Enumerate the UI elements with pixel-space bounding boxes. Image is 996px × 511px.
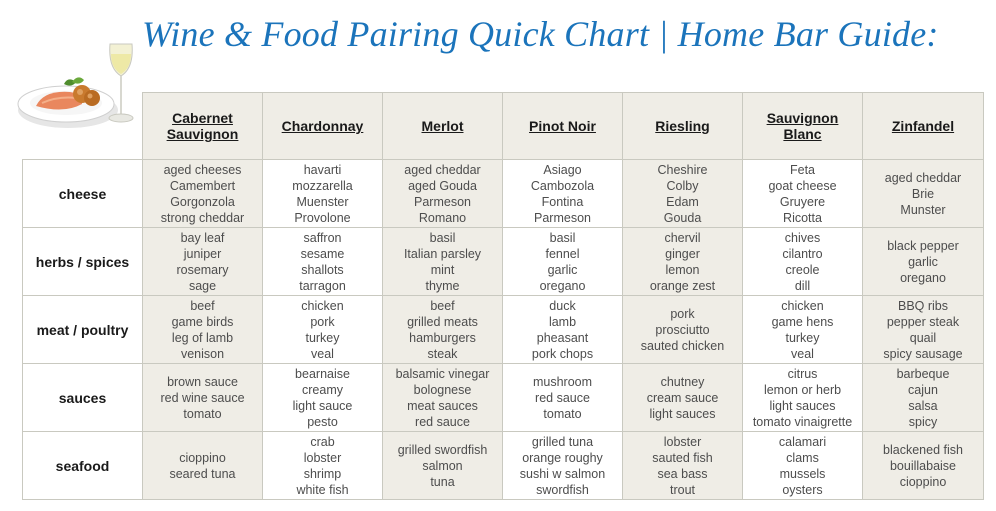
wine-link[interactable]: Zinfandel xyxy=(891,118,955,134)
category-label: meat / poultry xyxy=(23,296,143,364)
pairing-item: spicy sausage xyxy=(883,346,963,361)
pairing-item: tomato xyxy=(183,406,222,421)
pairing-item: BBQ ribs xyxy=(897,298,948,313)
pairing-item: seared tuna xyxy=(169,466,236,481)
pairing-cell xyxy=(863,228,984,296)
pairing-cell xyxy=(503,228,623,296)
pairing-cell xyxy=(263,228,383,296)
pairing-item: black pepper xyxy=(887,238,959,253)
pairing-item: turkey xyxy=(785,330,820,345)
pairing-item: red wine sauce xyxy=(160,390,245,405)
pairing-item: Fontina xyxy=(541,194,584,209)
pairing-item: chervil xyxy=(664,230,701,245)
pairing-item: sauted fish xyxy=(652,450,713,465)
pairing-cell xyxy=(263,364,383,432)
pairing-cell xyxy=(863,160,984,228)
pairing-item: orange roughy xyxy=(522,450,603,465)
pairing-cell xyxy=(743,296,863,364)
pairing-item: light sauce xyxy=(292,398,353,413)
wine-name-line: Sauvignon xyxy=(766,110,839,126)
pairing-item: red sauce xyxy=(415,414,470,429)
pairing-item: creole xyxy=(785,262,820,277)
pairing-item: bouillabaise xyxy=(889,458,957,473)
pairing-item: steak xyxy=(427,346,458,361)
pairing-item: bolognese xyxy=(413,382,472,397)
pairing-item: shrimp xyxy=(303,466,342,481)
pairing-item: citrus xyxy=(787,366,818,381)
pairing-item: aged Gouda xyxy=(408,178,477,193)
wine-header-chardonnay[interactable] xyxy=(263,93,383,160)
pairing-item: bearnaise xyxy=(295,366,350,381)
pairing-cell xyxy=(383,228,503,296)
pairing-cell xyxy=(863,432,984,500)
pairing-item: grilled swordfish xyxy=(397,442,488,457)
pairing-item: havarti xyxy=(303,162,342,177)
pairing-item: lemon or herb xyxy=(763,382,842,397)
pairing-item: dill xyxy=(794,278,811,293)
pairing-item: creamy xyxy=(302,382,343,397)
pairing-cell xyxy=(263,296,383,364)
pairing-item: crab xyxy=(310,434,335,449)
wine-header-pinot-noir[interactable] xyxy=(503,93,623,160)
pairing-item: barbeque xyxy=(896,366,950,381)
pairing-cell xyxy=(383,432,503,500)
pairing-item: Munster xyxy=(900,202,946,217)
pairing-item: Italian parsley xyxy=(403,246,482,261)
pairing-cell xyxy=(623,432,743,500)
category-label: cheese xyxy=(23,160,143,228)
pairing-item: lemon xyxy=(665,262,700,277)
pairing-cell xyxy=(503,364,623,432)
pairing-item: beef xyxy=(190,298,215,313)
pairing-item: lobster xyxy=(663,434,702,449)
wine-link[interactable]: Chardonnay xyxy=(281,118,364,134)
category-label: seafood xyxy=(23,432,143,500)
pairing-item: veal xyxy=(311,346,334,361)
pairing-item: cream sauce xyxy=(646,390,719,405)
pairing-item: Gorgonzola xyxy=(170,194,235,209)
pairing-item: sage xyxy=(188,278,217,293)
pairing-item: white fish xyxy=(296,482,349,497)
category-row xyxy=(23,160,984,228)
category-row xyxy=(23,432,984,500)
pairing-item: Feta xyxy=(789,162,815,177)
pairing-item: spicy xyxy=(908,414,938,429)
pairing-item: aged cheeses xyxy=(163,162,242,177)
pairing-item: Camembert xyxy=(169,178,236,193)
category-row xyxy=(23,228,984,296)
pairing-item: pepper steak xyxy=(886,314,960,329)
pairing-item: Edam xyxy=(666,194,699,209)
pairing-item: beef xyxy=(430,298,455,313)
pairing-cell xyxy=(623,296,743,364)
pairing-item: trout xyxy=(669,482,695,497)
pairing-cell xyxy=(743,432,863,500)
wine-header-zinfandel[interactable] xyxy=(863,93,984,160)
pairing-cell xyxy=(623,160,743,228)
pairing-item: game hens xyxy=(771,314,834,329)
pairing-item: tarragon xyxy=(299,278,346,293)
pairing-cell xyxy=(143,364,263,432)
pairing-cell xyxy=(143,296,263,364)
pairing-item: juniper xyxy=(183,246,222,261)
pairing-item: Muenster xyxy=(296,194,349,209)
pairing-item: duck xyxy=(549,298,576,313)
pairing-item: swordfish xyxy=(536,482,589,497)
pairing-item: chicken xyxy=(781,298,824,313)
pairing-cell xyxy=(263,432,383,500)
pairing-item: lamb xyxy=(548,314,577,329)
pairing-item: Ricotta xyxy=(783,210,822,225)
pairing-item: garlic xyxy=(547,262,578,277)
pairing-item: garlic xyxy=(908,254,938,269)
pairing-cell xyxy=(743,364,863,432)
pairing-item: red sauce xyxy=(535,390,590,405)
pairing-item: shallots xyxy=(301,262,344,277)
wine-link[interactable]: Pinot Noir xyxy=(529,118,596,134)
pairing-item: meat sauces xyxy=(407,398,478,413)
pairing-item: blackened fish xyxy=(883,442,963,457)
pairing-item: mushroom xyxy=(532,374,593,389)
pairing-item: Romano xyxy=(418,210,467,225)
pairing-item: sesame xyxy=(300,246,345,261)
pairing-item: veal xyxy=(791,346,814,361)
pairing-item: game birds xyxy=(171,314,234,329)
pairing-cell xyxy=(143,432,263,500)
category-label: sauces xyxy=(23,364,143,432)
pairing-item: Gruyere xyxy=(779,194,826,209)
wine-link[interactable]: Merlot xyxy=(421,118,464,134)
pairing-item: salsa xyxy=(908,398,938,413)
pairing-item: salmon xyxy=(422,458,463,473)
pairing-cell xyxy=(623,228,743,296)
pairing-item: light sauces xyxy=(769,398,836,413)
pairing-item: strong cheddar xyxy=(160,210,245,225)
pairing-item: fennel xyxy=(545,246,580,261)
pairing-item: brown sauce xyxy=(167,374,238,389)
pairing-item: Cambozola xyxy=(530,178,595,193)
pairing-item: pork chops xyxy=(531,346,594,361)
pairing-item: prosciutto xyxy=(655,322,710,337)
pairing-item: goat cheese xyxy=(768,178,837,193)
pairing-item: chicken xyxy=(301,298,344,313)
pairing-item: tuna xyxy=(430,474,455,489)
pairing-cell xyxy=(143,228,263,296)
pairing-item: leg of lamb xyxy=(171,330,234,345)
pairing-item: bay leaf xyxy=(180,230,225,245)
pairing-item: Parmeson xyxy=(534,210,591,225)
pairing-item: cajun xyxy=(908,382,938,397)
pairing-item: oysters xyxy=(782,482,823,497)
pairing-item: pork xyxy=(670,306,695,321)
pairing-item: Cheshire xyxy=(657,162,708,177)
pairing-cell xyxy=(383,296,503,364)
pairing-cell xyxy=(743,160,863,228)
pairing-item: Gouda xyxy=(663,210,702,225)
pairing-item: lobster xyxy=(303,450,342,465)
pairing-item: mussels xyxy=(779,466,826,481)
pairing-item: ginger xyxy=(665,246,700,261)
pairing-cell xyxy=(863,364,984,432)
pairing-item: basil xyxy=(549,230,576,245)
pairing-item: tomato xyxy=(543,406,582,421)
pairing-item: chutney xyxy=(660,374,705,389)
pairing-cell xyxy=(503,432,623,500)
page-title: Wine & Food Pairing Quick Chart | Home Bar Guide: xyxy=(142,14,939,54)
pairing-cell xyxy=(263,160,383,228)
pairing-item: oregano xyxy=(539,278,586,293)
pairing-cell xyxy=(623,364,743,432)
pairing-item: balsamic vinegar xyxy=(395,366,490,381)
pairing-item: Brie xyxy=(911,186,935,201)
pairing-item: calamari xyxy=(778,434,827,449)
pairing-item: mint xyxy=(430,262,455,277)
pairing-item: venison xyxy=(180,346,225,361)
pairing-cell xyxy=(383,364,503,432)
wine-link[interactable]: Riesling xyxy=(655,118,710,134)
pairing-item: grilled meats xyxy=(407,314,478,329)
pairing-item: tomato vinaigrette xyxy=(752,414,853,429)
pairing-item: saffron xyxy=(303,230,342,245)
pairing-item: sauted chicken xyxy=(640,338,725,353)
pairing-item: basil xyxy=(429,230,456,245)
pairing-item: light sauces xyxy=(649,406,716,421)
pairing-item: pesto xyxy=(307,414,338,429)
pairing-item: cilantro xyxy=(782,246,823,261)
pairing-item: aged cheddar xyxy=(404,162,481,177)
pairing-item: turkey xyxy=(305,330,340,345)
pairing-item: Colby xyxy=(666,178,699,193)
pairing-item: Asiago xyxy=(543,162,582,177)
wine-header-sauvignon-blanc[interactable] xyxy=(743,93,863,160)
pairing-item: pork xyxy=(310,314,335,329)
category-row xyxy=(23,296,984,364)
pairing-item: aged cheddar xyxy=(884,170,962,185)
pairing-item: chives xyxy=(784,230,821,245)
wine-header-row xyxy=(23,93,984,160)
pairing-cell xyxy=(743,228,863,296)
category-label: herbs / spices xyxy=(23,228,143,296)
wine-name-line: Sauvignon xyxy=(166,126,239,142)
wine-header-cabernet-sauvignon[interactable] xyxy=(143,93,263,160)
category-row xyxy=(23,364,984,432)
pairing-item: quail xyxy=(909,330,937,345)
pairing-table xyxy=(22,92,984,500)
pairing-cell xyxy=(143,160,263,228)
wine-link[interactable] xyxy=(767,110,839,142)
pairing-item: rosemary xyxy=(176,262,229,277)
wine-link[interactable] xyxy=(167,110,239,142)
pairing-item: pheasant xyxy=(536,330,589,345)
pairing-item: Parmeson xyxy=(414,194,471,209)
pairing-item: oregano xyxy=(900,270,946,285)
pairing-item: clams xyxy=(786,450,819,465)
wine-name-line: Cabernet xyxy=(172,110,233,126)
wine-header-merlot[interactable] xyxy=(383,93,503,160)
pairing-item: grilled tuna xyxy=(531,434,594,449)
pairing-item: cioppino xyxy=(179,450,226,465)
pairing-item: orange zest xyxy=(649,278,716,293)
pairing-table-body xyxy=(23,160,984,500)
pairing-cell xyxy=(503,296,623,364)
pairing-item: thyme xyxy=(425,278,460,293)
pairing-item: hamburgers xyxy=(409,330,476,345)
wine-name-line: Blanc xyxy=(783,126,822,142)
wine-header-riesling[interactable] xyxy=(623,93,743,160)
pairing-item: mozzarella xyxy=(292,178,353,193)
pairing-item: cioppino xyxy=(899,474,947,489)
pairing-item: Provolone xyxy=(294,210,351,225)
pairing-cell xyxy=(503,160,623,228)
pairing-item: sushi w salmon xyxy=(519,466,606,481)
pairing-cell xyxy=(383,160,503,228)
pairing-item: sea bass xyxy=(657,466,708,481)
pairing-cell xyxy=(863,296,984,364)
corner-cell xyxy=(23,93,143,160)
